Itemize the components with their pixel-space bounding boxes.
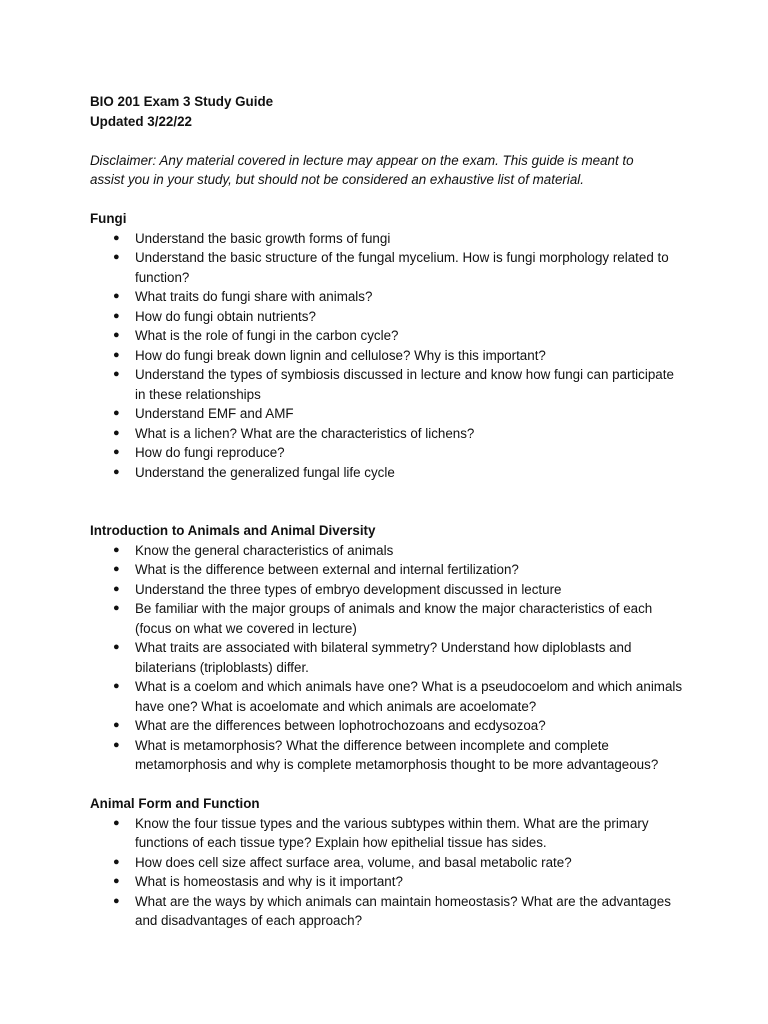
list-item: ● Understand the generalized fungal life cycle <box>90 463 688 483</box>
document-title: BIO 201 Exam 3 Study Guide <box>90 94 274 109</box>
list-item: ● Know the four tissue types and the various subtypes within them. What are the primary functions of each tissue type? Explain how epithelial tissue has sides. <box>113 815 649 850</box>
bullet-icon: ● <box>113 290 120 302</box>
bullet-icon: ● <box>113 465 120 478</box>
list-item: ● What is a coelom and which animals have one? What is a pseudocoelom and which animals have one? What is acoelomate and which animals are acoelomate? <box>113 679 683 714</box>
list-item: ● Understand the basic growth forms of fungi <box>90 229 688 249</box>
section-title: Animal Form and Function <box>90 796 260 811</box>
bullet-icon: ● <box>113 368 120 380</box>
bullet-icon: ● <box>113 680 120 692</box>
list-item: ● How does cell size affect surface area, volume, and basal metabolic rate? <box>90 853 688 873</box>
bullet-icon: ● <box>113 875 120 887</box>
bullet-icon: ● <box>113 855 120 868</box>
list-item: ● How do fungi reproduce? <box>90 443 688 463</box>
bullet-icon: ● <box>113 816 120 829</box>
list-item: ● What is the difference between external and internal fertilization? <box>90 560 688 580</box>
list-item: ● Understand the three types of embryo development discussed in lecture <box>90 580 688 600</box>
bullet-icon: ● <box>113 348 120 361</box>
updated-date: Updated 3/22/22 <box>90 113 192 129</box>
list-item: ● Be familiar with the major groups of animals and know the major characteristics of each (focus on what we covered in lecture) <box>113 601 653 636</box>
bullet-icon: ● <box>113 719 120 731</box>
list-item: ● What traits are associated with bilateral symmetry? Understand how diploblasts and bilaterians (triploblasts) differ. <box>113 640 632 675</box>
list-item: ● Know the general characteristics of animals <box>90 541 688 561</box>
list-item: ● What is a lichen? What are the characteristics of lichens? <box>90 424 688 444</box>
bullet-icon: ● <box>113 543 120 556</box>
list-item: ● Understand the basic structure of the fungal mycelium. How is fungi morphology related to function? <box>113 250 669 285</box>
document-header <box>90 92 698 131</box>
bullet-list <box>90 229 698 483</box>
bullet-icon: ● <box>113 426 120 439</box>
bullet-list <box>90 541 698 775</box>
bullet-icon: ● <box>113 407 120 419</box>
list-item: ● Understand EMF and AMF <box>90 404 688 424</box>
bullet-icon: ● <box>113 563 120 575</box>
list-item: ● What traits do fungi share with animals? <box>90 287 688 307</box>
list-item: ● What are the ways by which animals can maintain homeostasis? What are the advantages and disadvantages of each approach? <box>113 893 671 928</box>
bullet-icon: ● <box>113 602 120 614</box>
bullet-icon: ● <box>113 231 120 244</box>
list-item: ● How do fungi obtain nutrients? <box>90 307 688 327</box>
section-animal-form-function <box>90 794 698 931</box>
list-item: ● Understand the types of symbiosis discussed in lecture and know how fungi can participate in these relationships <box>113 367 674 402</box>
bullet-icon: ● <box>113 894 120 907</box>
bullet-icon: ● <box>113 582 120 595</box>
list-item: ● How do fungi break down lignin and cellulose? Why is this important? <box>90 346 688 366</box>
list-item: ● What are the differences between lophotrochozoans and ecdysozoa? <box>90 716 688 736</box>
bullet-icon: ● <box>113 738 120 751</box>
bullet-icon: ● <box>113 309 120 322</box>
list-item: ● What is metamorphosis? What the difference between incomplete and complete metamorphosis and why is complete metamorphosis thought to be more advantageous? <box>113 737 659 772</box>
section-fungi <box>90 209 698 482</box>
bullet-icon: ● <box>113 329 120 341</box>
disclaimer-text: Disclaimer: Any material covered in lecture may appear on the exam. This guide is meant to assist you in your study, but should not be considered an exhaustive list of material. <box>90 152 634 187</box>
list-item: ● What is the role of fungi in the carbon cycle? <box>90 326 688 346</box>
list-item: ● What is homeostasis and why is it important? <box>90 872 688 892</box>
section-animal-diversity <box>90 521 698 775</box>
section-title: Introduction to Animals and Animal Diversity <box>90 523 376 538</box>
bullet-icon: ● <box>113 641 120 653</box>
section-title: Fungi <box>90 211 127 226</box>
bullet-list <box>90 814 698 931</box>
bullet-icon: ● <box>113 251 120 263</box>
bullet-icon: ● <box>113 446 120 458</box>
